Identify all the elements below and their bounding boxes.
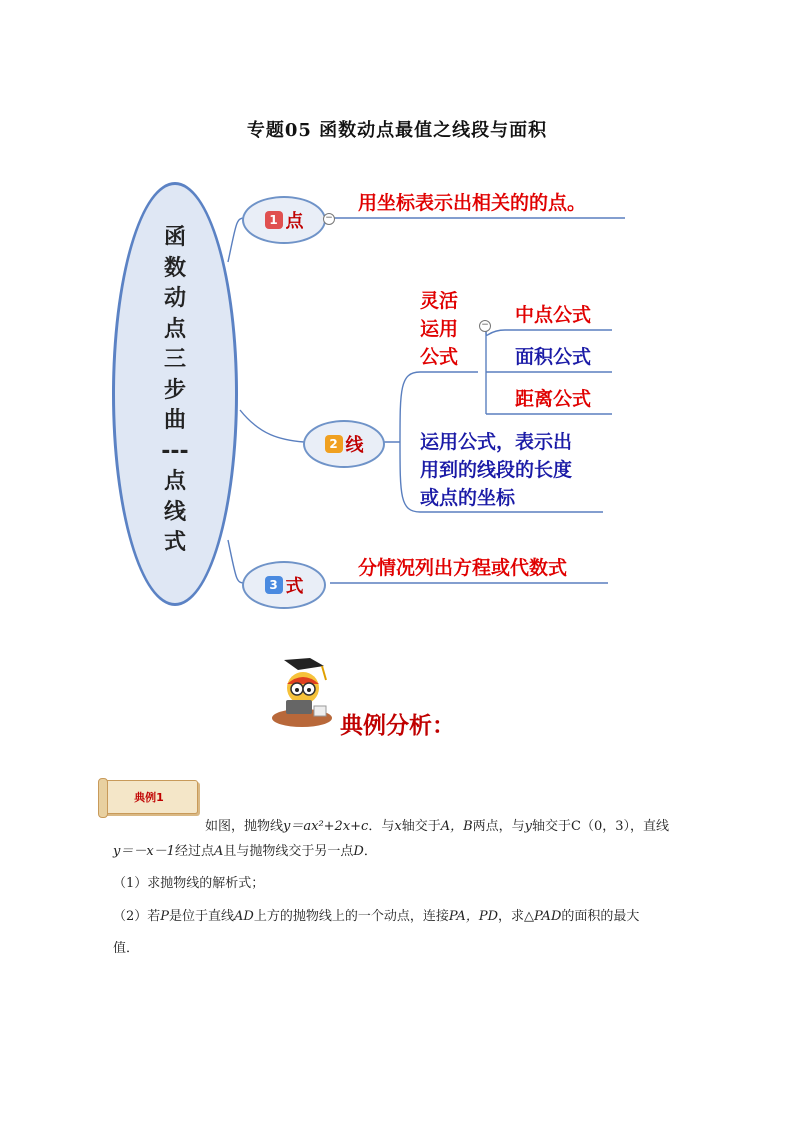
equation: y＝ax²+2x+c <box>283 819 369 834</box>
example-label: 典例1 <box>134 791 164 804</box>
central-char: 点 <box>163 316 186 342</box>
group-label-line: 运用 <box>420 318 459 340</box>
branch-1-text: 用坐标表示出相关的的点。 <box>358 192 587 214</box>
branch-number-badge: 3 <box>265 576 283 594</box>
text-run: ．与 <box>368 819 395 834</box>
collapse-icon[interactable]: − <box>479 320 491 332</box>
branch-2-text-line: 用到的线段的长度 <box>420 459 573 481</box>
central-char: 函 <box>163 225 186 250</box>
branch-number-badge: 2 <box>325 435 343 453</box>
central-char: 动 <box>163 286 186 311</box>
central-char: 点 <box>163 469 186 494</box>
page-title: 专题05 函数动点最值之线段与面积 <box>246 120 548 141</box>
variable: AD <box>234 909 254 924</box>
central-char: 曲 <box>163 408 186 433</box>
central-char: 三 <box>163 347 186 372</box>
text-run: 上方的抛物线上的一个动点，连接 <box>253 909 449 924</box>
text-run: （2）若 <box>113 909 161 924</box>
central-char: 数 <box>163 255 186 281</box>
variable: PA，PD <box>448 909 498 924</box>
group-label-line: 公式 <box>420 346 459 368</box>
branch-2-text <box>420 428 572 512</box>
text-run: 轴交于 <box>532 819 572 834</box>
variable: PAD <box>534 909 562 924</box>
central-node <box>112 182 238 606</box>
question-1: （1）求抛物线的解析式； <box>113 876 265 891</box>
variable: P <box>160 909 170 924</box>
variable: A <box>213 844 224 859</box>
branch-number-badge: 1 <box>265 211 283 229</box>
problem-line-1 <box>205 817 669 837</box>
central-char: --- <box>161 438 189 464</box>
formula-midpoint: 中点公式 <box>515 304 592 326</box>
text-run: C（0，3），直线 <box>571 819 670 834</box>
text-run: 两点，与 <box>472 819 525 834</box>
question-2-line-1 <box>113 907 639 927</box>
question-2-line-2: 值． <box>113 941 140 956</box>
branch-2-text-line: 或点的坐标 <box>420 487 516 509</box>
problem-line-2 <box>113 842 377 862</box>
section-heading: 典例分析： <box>340 713 455 739</box>
text-run: ． <box>363 844 377 859</box>
example-label-scroll <box>100 780 198 814</box>
branch-label: 点 <box>285 211 304 232</box>
variable: D <box>353 844 364 859</box>
branch-node-formula <box>242 561 326 609</box>
branch-node-line <box>303 420 385 468</box>
formula-distance: 距离公式 <box>515 388 592 410</box>
group-label <box>420 287 458 371</box>
branch-3-text: 分情况列出方程或代数式 <box>358 557 568 579</box>
text-run: 且与抛物线交于另一点 <box>223 844 354 859</box>
branch-node-point <box>242 196 326 244</box>
text-run: 经过点 <box>174 844 214 859</box>
branch-2-text-line: 运用公式，表示出 <box>420 431 573 453</box>
text-run: 如图，抛物线 <box>205 819 284 834</box>
variable: A，B <box>440 819 473 834</box>
branch-label: 式 <box>285 576 304 597</box>
formula-area: 面积公式 <box>515 346 592 368</box>
text-run: ，求△ <box>498 909 534 924</box>
collapse-icon[interactable]: − <box>323 213 335 225</box>
equation: y＝－x－1 <box>113 844 175 859</box>
central-char: 线 <box>163 499 186 525</box>
student-mascot-icon <box>270 658 336 728</box>
text-run: 的面积的最大 <box>561 909 640 924</box>
text-run: 轴交于 <box>401 819 441 834</box>
central-char: 步 <box>163 377 186 403</box>
branch-label: 线 <box>345 435 364 456</box>
variable: x <box>394 819 402 834</box>
text-run: 是位于直线 <box>169 909 235 924</box>
group-label-line: 灵活 <box>420 290 459 312</box>
central-char: 式 <box>163 530 186 555</box>
variable: y <box>524 819 533 834</box>
